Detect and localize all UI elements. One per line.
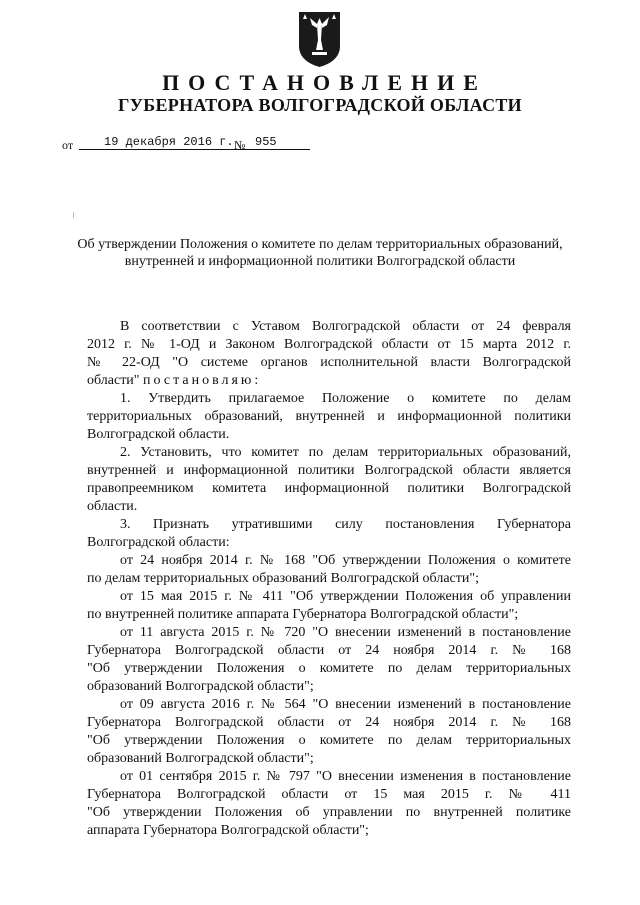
body-line: правопреемником комитета информационной политики Волгоградской xyxy=(87,481,571,496)
number-underline xyxy=(254,149,310,150)
body-line: от 11 августа 2015 г. № 720 "О внесении изменений в постановление xyxy=(120,625,571,640)
body-line xyxy=(87,372,571,390)
body-line: Губернатора Волгоградской области от 15 мая 2015 г. № 411 xyxy=(87,787,571,802)
body-line: от 01 сентября 2015 г. № 797 "О внесении изменения в постановление xyxy=(120,769,571,784)
subject-line: Об утверждении Положения о комитете по делам территориальных образований, xyxy=(77,237,563,252)
body-line: Губернатора Волгоградской области от 24 ноября 2014 г. № 168 xyxy=(87,643,571,658)
document-issuer: ГУБЕРНАТОРА ВОЛГОГРАДСКОЙ ОБЛАСТИ xyxy=(118,95,522,115)
resolution-word: постановляю: xyxy=(143,373,262,388)
body-line: по внутренней политике аппарата Губернатора Волгоградской области"; xyxy=(87,607,519,622)
body-line: от 15 мая 2015 г. № 411 "Об утверждении Положения об управлении xyxy=(120,589,571,604)
body-line: внутренней и информационной политики Волгоградской области является xyxy=(87,463,571,478)
body-line: "Об утверждении Положения о комитете по делам территориальных xyxy=(87,733,571,748)
body-line: области. xyxy=(87,499,138,514)
body-line: образований Волгоградской области"; xyxy=(87,679,314,694)
body-line: от 09 августа 2016 г. № 564 "О внесении изменений в постановление xyxy=(120,697,571,712)
number-label: № xyxy=(234,138,246,152)
document-title: ПОСТАНОВЛЕНИЕ xyxy=(162,70,487,95)
document-subject xyxy=(60,236,580,270)
body-line: от 24 ноября 2014 г. № 168 "Об утверждении Положения о комитете xyxy=(120,553,571,568)
subject-line: внутренней и информационной политики Волгоградской области xyxy=(124,254,516,269)
body-line: В соответствии с Уставом Волгоградской области от 24 февраля xyxy=(120,319,571,334)
body-line: 3. Признать утратившими силу постановления Губернатора xyxy=(120,517,571,532)
document-number: 955 xyxy=(255,135,277,149)
body-line: 2012 г. № 1-ОД и Законом Волгоградской области от 15 марта 2012 г. xyxy=(87,337,571,352)
body-line: аппарата Губернатора Волгоградской области"; xyxy=(87,823,369,838)
body-line: 2. Установить, что комитет по делам территориальных образований, xyxy=(120,445,571,460)
body-line: "Об утверждении Положения о комитете по делам территориальных xyxy=(87,661,571,676)
date-underline xyxy=(79,149,276,150)
body-line: Волгоградской области: xyxy=(87,535,230,550)
body-line: образований Волгоградской области"; xyxy=(87,751,314,766)
body-line: 1. Утвердить прилагаемое Положение о комитете по делам xyxy=(120,391,571,406)
body-line: "Об утверждении Положения об управлении по внутренней политике xyxy=(87,805,571,820)
body-line: № 22-ОД "О системе органов исполнительной власти Волгоградской xyxy=(87,355,571,370)
document-body xyxy=(87,318,571,840)
body-line: территориальных образований, внутренней и информационной политики xyxy=(87,409,571,424)
date-label: от xyxy=(62,138,74,152)
margin-mark xyxy=(73,212,74,218)
body-line: Губернатора Волгоградской области от 24 ноября 2014 г. № 168 xyxy=(87,715,571,730)
body-text: области" xyxy=(87,373,140,388)
body-line: по делам территориальных образований Волгоградской области"; xyxy=(87,571,479,586)
coat-of-arms-icon xyxy=(297,10,342,68)
body-line: Волгоградской области. xyxy=(87,427,230,442)
document-date: 19 декабря 2016 г. xyxy=(104,135,234,149)
